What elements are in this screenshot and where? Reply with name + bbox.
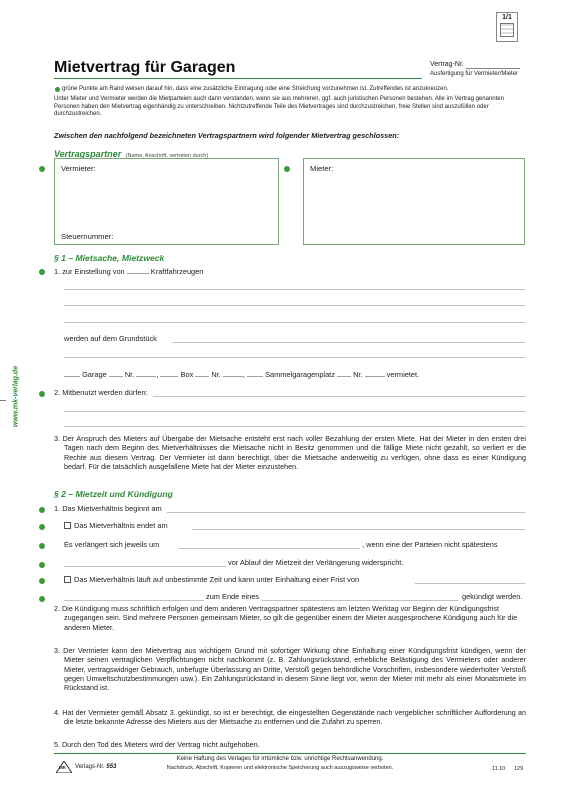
marker-dot: [284, 166, 290, 172]
s1-item3: 3. Der Anspruch des Mieters auf Übergabe der Mietsache entsteht erst nach voller Bezahlung der ersten Miete. Hat der Mieter in den ersten drei Tagen nach dem Beginn des Mietverhältnisses die Mietsache nicht in Besitz genommen und die fällige Miete nicht gezahlt, so verliert er die Rechte aus diesem Vertrag. Der Vermieter ist dann berechtigt, über die Mietsache anderweitig zu verfügen, ohne dass es einer Kündigung bedarf. Für die tatsächlich ausgefallene Miete hat der Mieter einzustehen.: [54, 434, 526, 471]
tenant-box[interactable]: [303, 158, 525, 245]
publisher-logo: [56, 760, 72, 772]
publisher-no-label: Verlags-Nr.: [75, 764, 105, 770]
garage-label: Garage: [82, 370, 107, 379]
publisher-no-value: 553: [106, 764, 117, 770]
extends-suffix: , wenn eine der Parteien nicht spätestens: [362, 540, 498, 549]
contract-no-label: Vertrag-Nr.: [430, 61, 464, 68]
box-label: Box: [180, 370, 194, 379]
extension-field[interactable]: [178, 548, 360, 549]
box-count-field[interactable]: [160, 369, 178, 377]
extends-label: Es verlängert sich jeweils um: [64, 540, 160, 549]
copy-note: Ausfertigung für Vermieter/Mieter: [430, 71, 519, 77]
s1-item1-prefix: 1. zur Einstellung von: [54, 267, 125, 276]
marker-dot: [39, 543, 45, 549]
shared-use-field[interactable]: [153, 396, 525, 397]
badge-label: 1/1: [502, 14, 512, 21]
ends-checkbox[interactable]: [64, 522, 71, 529]
parties-heading-label: Vertragspartner: [54, 149, 122, 159]
notice-unit-field[interactable]: [64, 600, 204, 601]
plot-label: werden auf dem Grundstück: [64, 334, 157, 343]
section-1-heading: § 1 – Mietsache, Mietzweck: [54, 253, 165, 263]
shared-use-line[interactable]: [64, 426, 525, 427]
garage-row: Garage Nr. , Box Nr. , Sammelgaragenplatz Nr. vermietet.: [64, 369, 419, 379]
indefinite-row: [64, 575, 359, 584]
footer-disclaimer-2: Nachdruck, Abschrift, Kopieren und elektronische Speicherung auch auszugsweise verboten.: [166, 765, 394, 771]
s2-item2: 2. Die Kündigung muss schriftlich erfolgen und dem anderen Vertragspartner spätestens am letzten Werktag vor Beginn der Kündigungsfrist zugegangen sein. Sind mehrere Personen gemeinsam Mieter, so gilt die gegenüber einem der Mieter ausgesprochene Kündigung auch für die anderen Mieter.: [54, 604, 518, 632]
marker-dot: [39, 507, 45, 513]
note-line-2: Unter Mieter und Vermieter werden die Mietparteien auch dann verstanden, wenn sie aus mehreren, ggf. auch juristischen Personen bestehen. Alle im Vertrag genannten Personen haben den Mietvertrag eigenhändig zu unterschreiben. Nichtzutreffende Teile des Mietvertrages sind durchzustreichen, freie Stellen sind auszufüllen oder durchzustreichen.: [54, 96, 504, 118]
parking-count-field[interactable]: [247, 369, 263, 377]
s2-item3: 3. Der Vermieter kann den Mietvertrag aus wichtigem Grund mit sofortiger Wirkung ohne Einhaltung einer Kündigungsfrist kündigen, wenn der Mieter seinen vertraglichen Verpflichtungen nicht nachkommt (z. B. Zahlungsrückstand, erhebliche Belästigung des Vermieters oder anderer Mieter, vertragswidriger Gebrauch, unbefugte Überlassung an Dritte, Verstoß gegen behördliche Vorschriften, insbesondere wiederholter Verstoß gegen Umweltschutzbestimmungen usw.). Ein Zahlungsrückstand in diesem Sinne liegt vor, wenn der Mieter mit mehr als einer Monatsmiete im Rückstand ist.: [54, 646, 526, 693]
landlord-label: Vermieter:: [61, 164, 96, 173]
logo-text: MK: [59, 765, 66, 770]
purpose-line[interactable]: [64, 322, 525, 323]
s1-item2: 2. Mitbenutzt werden dürfen:: [54, 388, 148, 397]
marker-dot: [39, 524, 45, 530]
title-rule: [54, 78, 422, 79]
objection-label: vor Ablauf der Mietzeit der Verlängerung widerspricht.: [228, 558, 404, 567]
marker-dot: [39, 562, 45, 568]
tenant-label: Mieter:: [310, 164, 334, 173]
plot-field[interactable]: [172, 342, 525, 343]
s2-item1: 1. Das Mietverhältnis beginnt am: [54, 504, 162, 513]
parking-label: Sammelgaragenplatz: [265, 370, 335, 379]
garage-count-field[interactable]: [64, 369, 80, 377]
landlord-box[interactable]: [54, 158, 279, 245]
footer-code: 129: [514, 766, 524, 772]
purpose-line[interactable]: [64, 289, 525, 290]
s1-item1: [54, 266, 203, 276]
marker-dot: [39, 269, 45, 275]
fold-mark: [0, 400, 6, 401]
box-number-field[interactable]: [223, 369, 243, 377]
period-end-field[interactable]: [262, 600, 458, 601]
parties-heading-note: (Name, Anschrift, vertreten durch): [125, 153, 209, 159]
s2-item4: 4. Hat der Vermieter gemäß Absatz 3. gekündigt, so ist er berechtigt, die eingestellten Gegenstände nach vergeblicher schriftlicher Aufforderung an die letzte bekannte Adresse des Mieters aus der Mietsache zu entfernen und die Zufahrt zu sperren.: [54, 708, 526, 727]
page-badge: [496, 12, 518, 42]
marker-dot: [39, 166, 45, 172]
parking-number-field[interactable]: [365, 369, 385, 377]
parking-count-field-2[interactable]: [337, 369, 351, 377]
indefinite-checkbox[interactable]: [64, 576, 71, 583]
shared-use-line[interactable]: [64, 411, 525, 412]
ends-row: [64, 521, 168, 530]
start-date-field[interactable]: [167, 512, 525, 513]
purpose-line[interactable]: [64, 305, 525, 306]
intro-text: Zwischen den nachfolgend bezeichneten Vertragspartnern wird folgender Mietvertrag geschlossen:: [54, 131, 400, 140]
s2-item5: 5. Durch den Tod des Mieters wird der Vertrag nicht aufgehoben.: [54, 740, 260, 749]
nr-label: Nr.: [211, 370, 221, 379]
sidebar-website: www.mk-verlag.de: [12, 365, 20, 428]
rented-label: vermietet.: [386, 370, 420, 379]
section-2-heading: § 2 – Mietzeit und Kündigung: [54, 489, 173, 499]
vehicle-count-field[interactable]: [127, 266, 149, 274]
s1-item1-suffix: Kraftfahrzeugen: [150, 267, 204, 276]
nr-label: Nr.: [353, 370, 363, 379]
plot-line[interactable]: [64, 357, 525, 358]
end-of-label: zum Ende eines: [206, 592, 259, 601]
footer-date: 11.10: [492, 766, 506, 772]
garage-number-field[interactable]: [136, 369, 156, 377]
garage-count-field-2[interactable]: [109, 369, 123, 377]
marker-dot: [39, 391, 45, 397]
indefinite-label: Das Mietverhältnis läuft auf unbestimmte Zeit und kann unter Einhaltung einer Frist von: [74, 575, 360, 584]
box-count-field-2[interactable]: [195, 369, 209, 377]
page-title: Mietvertrag für Garagen: [54, 59, 236, 76]
marker-dot: [39, 578, 45, 584]
note-line-1: grüne Punkte am Rand weisen darauf hin, dass eine zusätzliche Eintragung oder eine Streichung vorzunehmen ist. Zutreffendes ist anzukreuzen.: [62, 86, 449, 92]
marker-dot: [39, 596, 45, 602]
footer-rule: [54, 753, 526, 754]
tax-number-label: Steuernummer:: [61, 232, 114, 241]
nr-label: Nr.: [124, 370, 135, 379]
terminated-label: gekündigt werden.: [462, 592, 523, 601]
footer-disclaimer-1: Keine Haftung des Verlages für irrtümliche bzw. unrichtige Rechtsanwendung.: [176, 756, 384, 762]
end-date-field[interactable]: [192, 529, 525, 530]
ends-label: Das Mietverhältnis endet am: [74, 521, 168, 530]
contract-no-field[interactable]: [466, 68, 520, 69]
plot-row: [64, 334, 157, 343]
notice-period-field[interactable]: [415, 583, 525, 584]
marker-dot: [55, 87, 60, 92]
objection-period-field[interactable]: [64, 566, 226, 567]
stack-icon: [500, 23, 514, 37]
